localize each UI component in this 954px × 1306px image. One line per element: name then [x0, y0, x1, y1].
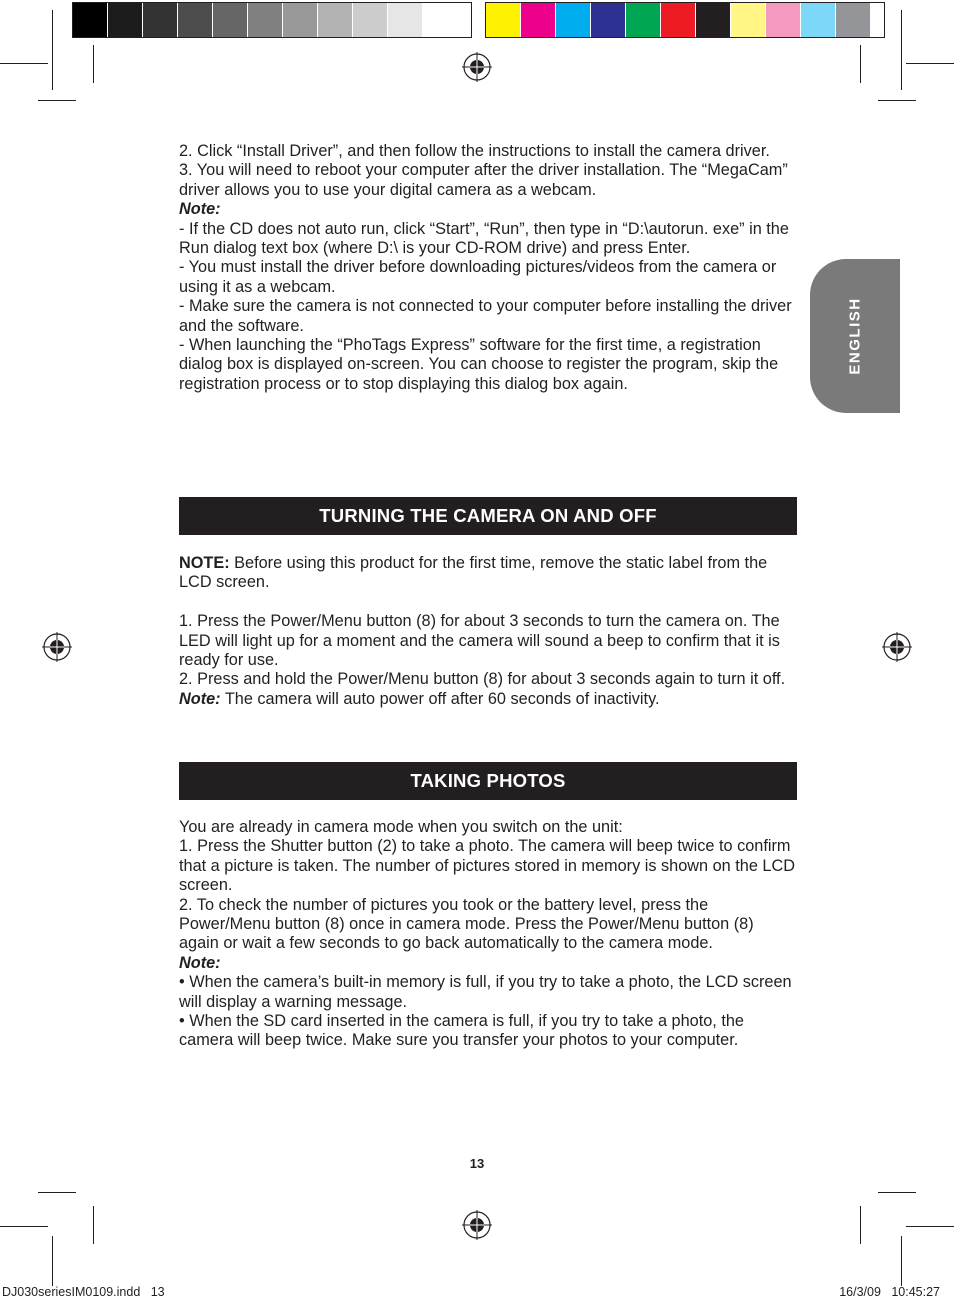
- grey-calibration-bar: [72, 2, 472, 38]
- color-swatch: [318, 3, 353, 37]
- note-label: Note:: [179, 689, 221, 708]
- language-tab-label: ENGLISH: [846, 297, 864, 375]
- note-item: - If the CD does not auto run, click “Start”, “Run”, then type in “D:\autorun. exe” in the Run dialog text box (where D:\ is your CD-ROM drive) and press Enter.: [179, 219, 789, 258]
- paragraph: 3. You will need to reboot your computer after the driver installation. The “MegaCam” driver allows you to use your digital camera as a webcam.: [179, 161, 788, 199]
- section-heading-photos: TAKING PHOTOS: [179, 762, 797, 800]
- color-calibration-bar: [485, 2, 885, 38]
- note-text: The camera will auto power off after 60 seconds of inactivity.: [220, 689, 660, 708]
- language-tab: [810, 259, 900, 413]
- note-label: Note:: [179, 200, 221, 219]
- note-text: Before using this product for the first time, remove the static label from the LCD screen.: [179, 554, 768, 592]
- step-item: 1. Press the Shutter button (2) to take a photo. The camera will beep twice to confirm that a picture is taken. The number of pictures stored in memory is shown on the LCD screen.: [179, 837, 795, 895]
- page-number: 13: [469, 1156, 485, 1171]
- color-swatch: [423, 3, 458, 37]
- color-swatch: [836, 3, 871, 37]
- color-swatch: [213, 3, 248, 37]
- color-swatch: [108, 3, 143, 37]
- color-swatch: [73, 3, 108, 37]
- color-swatch: [178, 3, 213, 37]
- color-swatch: [591, 3, 626, 37]
- note-item: • When the SD card inserted in the camera is full, if you try to take a photo, the camera will beep twice. Make sure you transfer your photos to your computer.: [179, 1012, 744, 1050]
- registration-mark-icon: [882, 632, 912, 662]
- color-swatch: [556, 3, 591, 37]
- step-item: 2. Press and hold the Power/Menu button (8) for about 3 seconds again to turn it off.: [179, 670, 786, 689]
- color-swatch: [521, 3, 556, 37]
- color-swatch: [696, 3, 731, 37]
- note-item: - You must install the driver before downloading pictures/videos from the camera or using it as a webcam.: [179, 258, 777, 296]
- driver-install-instructions: [179, 142, 797, 394]
- color-swatch: [388, 3, 423, 37]
- power-instructions: [179, 554, 797, 709]
- color-swatch: [486, 3, 521, 37]
- paragraph: [179, 554, 797, 593]
- registration-mark-icon: [42, 632, 72, 662]
- photo-instructions: [179, 818, 797, 1051]
- color-swatch: [766, 3, 801, 37]
- color-swatch: [143, 3, 178, 37]
- note-label: NOTE:: [179, 554, 230, 572]
- date-slug: 16/3/09 10:45:27: [839, 1285, 940, 1299]
- color-swatch: [248, 3, 283, 37]
- file-slug: DJ030seriesIM0109.indd 13: [2, 1285, 165, 1299]
- color-swatch: [661, 3, 696, 37]
- note-item: - Make sure the camera is not connected to your computer before installing the driver and the software.: [179, 297, 792, 335]
- paragraph: You are already in camera mode when you switch on the unit:: [179, 818, 623, 836]
- registration-mark-icon: [462, 52, 492, 82]
- registration-mark-icon: [462, 1210, 492, 1240]
- paragraph: [179, 690, 797, 709]
- color-swatch: [801, 3, 836, 37]
- note-item: • When the camera’s built-in memory is full, if you try to take a photo, the LCD screen will display a warning message.: [179, 973, 792, 1011]
- step-item: 2. To check the number of pictures you took or the battery level, press the Power/Menu button (8) once in camera mode. Press the Power/Menu button (8) again or wait a few seconds to go back automatically to the camera mode.: [179, 895, 754, 953]
- step-item: 1. Press the Power/Menu button (8) for about 3 seconds to turn the camera on. The LED will light up for a moment and the camera will sound a beep to confirm that it is ready for use.: [179, 612, 780, 670]
- section-heading-power: TURNING THE CAMERA ON AND OFF: [179, 497, 797, 535]
- color-swatch: [626, 3, 661, 37]
- note-label: Note:: [179, 953, 221, 972]
- color-swatch: [731, 3, 766, 37]
- color-swatch: [353, 3, 388, 37]
- color-swatch: [283, 3, 318, 37]
- note-item: - When launching the “PhoTags Express” software for the first time, a registration dialog box is displayed on-screen. You can choose to register the program, skip the registration process or to stop displaying this dialog box again.: [179, 336, 779, 393]
- paragraph: 2. Click “Install Driver”, and then follow the instructions to install the camera driver.: [179, 142, 770, 160]
